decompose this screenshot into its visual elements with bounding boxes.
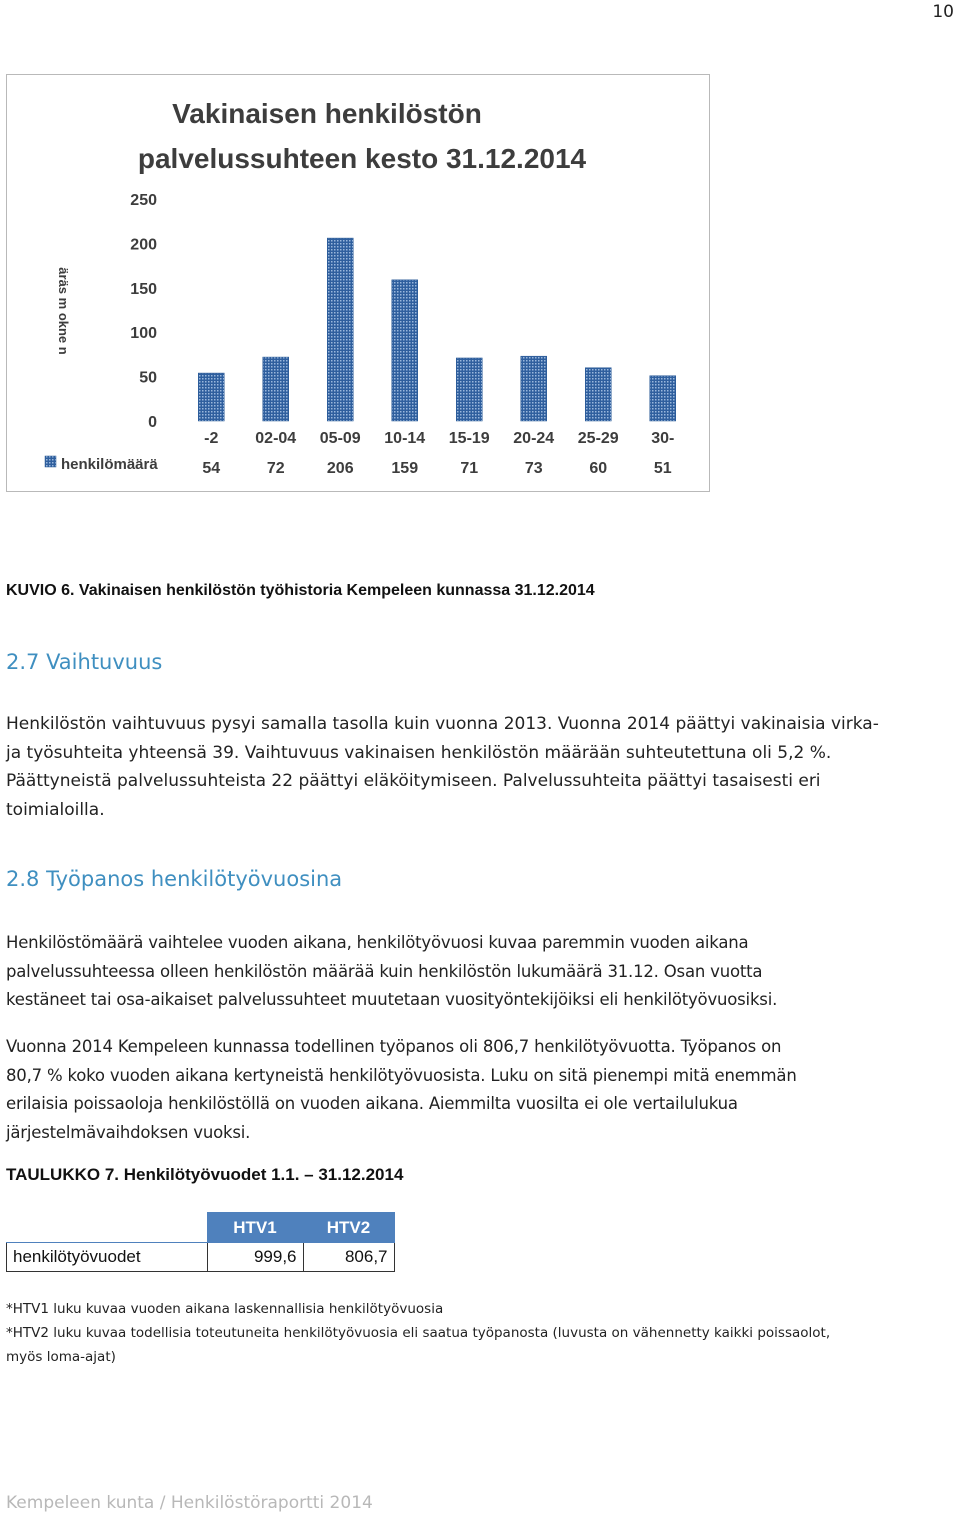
page-number: 10 [932,2,954,22]
bar [392,280,418,421]
table-header-row [7,1213,395,1243]
paragraph-vaihtuvuus [6,710,936,824]
legend-label: henkilömäärä [61,456,158,473]
table-cell-htv1: 999,6 [207,1243,303,1272]
text-line: ja työsuhteita yhteensä 39. Vaihtuvuus vakinaisen henkilöstön määrään suhteutettuna oli 5,2 %. [6,742,832,763]
bar [327,238,353,421]
y-tick-label: 0 [148,414,157,431]
data-value-label: 159 [391,460,419,477]
y-axis-label: äräs m okne n [56,267,71,355]
section-heading-2-8: 2.8 Työpanos henkilötyövuosina [6,867,343,891]
text-line: Vuonna 2014 Kempeleen kunnassa todellinen työpanos oli 806,7 henkilötyövuotta. Työpanos on [6,1037,782,1056]
footnote-htv2-cont: myös loma-ajat) [6,1349,116,1365]
section-heading-2-7: 2.7 Vaihtuvuus [6,650,163,674]
x-category-label: -2 [204,430,219,447]
bar [198,373,224,421]
y-tick-label: 100 [130,325,157,343]
data-value-label: 73 [524,460,543,477]
paragraph-tyopanos [6,1033,936,1147]
bar [650,376,676,421]
table-header-htv1: HTV1 [207,1213,303,1243]
data-value-label: 60 [589,460,608,477]
text-line: 80,7 % koko vuoden aikana kertyneistä henkilötyövuosista. Luku on sitä pienempi mitä enemmän [6,1065,797,1085]
x-category-label: 10-14 [384,430,426,447]
bar [456,358,482,421]
paragraph-henkilotyovuosi [6,929,936,1015]
data-value-label: 72 [266,460,285,477]
y-tick-label: 50 [139,369,157,387]
chart-title-line-2: palvelussuhteen kesto 31.12.2014 [137,143,587,174]
x-category-label: 30- [651,430,675,447]
footnote-htv2: *HTV2 luku kuvaa todellisia toteutuneita henkilötyövuosia eli saatua työpanosta (luvusta on vähennetty kaikki poissaolot, [6,1325,831,1341]
x-category-label: 20-24 [513,430,555,447]
table-row-label: henkilötyövuodet [7,1243,208,1272]
chart-title-line-1: Vakinaisen henkilöstön [172,98,482,129]
table-header-empty [7,1213,208,1243]
table-title: TAULUKKO 7. Henkilötyövuodet 1.1. – 31.12.2014 [6,1165,404,1184]
bar-chart [7,75,709,491]
text-line: Päättyneistä palvelussuhteista 22 päättyi eläköitymiseen. Palvelussuhteita päättyi tasaisesti eri [6,771,821,791]
page-footer: Kempeleen kunta / Henkilöstöraportti 2014 [6,1493,373,1513]
table-row [7,1243,395,1272]
footnote-htv1: *HTV1 luku kuvaa vuoden aikana laskennallisia henkilötyövuosia [6,1301,444,1317]
footnotes [6,1297,946,1369]
text-line: toimialoilla. [6,799,105,820]
x-category-label: 05-09 [319,430,361,447]
x-category-label: 25-29 [577,430,619,447]
htv-table [6,1212,395,1272]
text-line: Henkilöstömäärä vaihtelee vuoden aikana, henkilötyövuosi kuvaa paremmin vuoden aikana [6,933,749,952]
y-tick-label: 150 [130,280,157,298]
chart-figure [6,74,710,492]
data-value-label: 54 [202,460,221,477]
bar [585,368,611,421]
bar [263,357,289,421]
text-line: kestäneet tai osa-aikaiset palvelussuhteet muutetaan vuosityöntekijöiksi eli henkilötyövuosiksi. [6,990,778,1009]
x-category-label: 02-04 [255,430,297,447]
data-value-label: 71 [460,460,479,477]
text-line: palvelussuhteessa olleen henkilöstön määrää kuin henkilöstön lukumäärä 31.12. Osan vuotta [6,961,763,981]
data-value-label: 206 [326,460,354,477]
table-cell-htv2: 806,7 [303,1243,394,1272]
figure-caption: KUVIO 6. Vakinaisen henkilöstön työhistoria Kempeleen kunnassa 31.12.2014 [6,582,595,599]
text-line: erilaisia poissaoloja henkilöstöllä on vuoden aikana. Aiemmilta vuosilta ei ole vertailulukua [6,1094,738,1113]
legend-swatch [45,456,56,467]
y-tick-label: 200 [130,236,157,254]
table-header-htv2: HTV2 [303,1213,394,1243]
text-line: järjestelmävaihdoksen vuoksi. [6,1122,251,1142]
bar [521,356,547,421]
text-line: Henkilöstön vaihtuvuus pysyi samalla tasolla kuin vuonna 2013. Vuonna 2014 päättyi vakinaisia virka- [6,714,879,734]
y-tick-label: 250 [130,192,157,209]
x-category-label: 15-19 [448,430,490,447]
data-value-label: 51 [653,460,672,477]
